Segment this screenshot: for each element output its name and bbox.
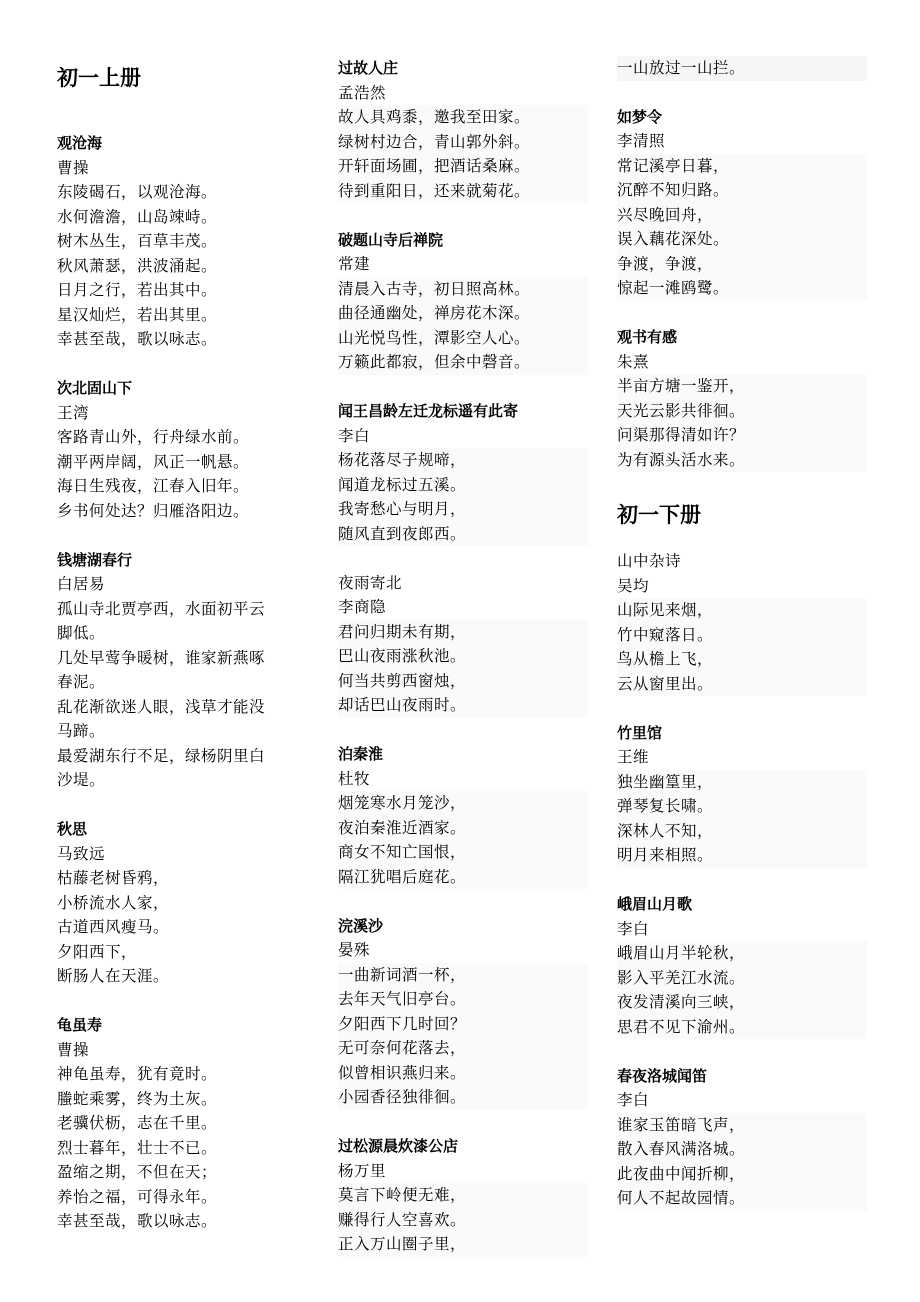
poem-line: 小园香径独徘徊。 <box>338 1085 588 1110</box>
poem-author: 常建 <box>338 255 371 273</box>
poem-line: 无可奈何花落去， <box>338 1036 588 1061</box>
poem-author: 吴均 <box>617 576 650 595</box>
poem-line: 此夜曲中闻折柳， <box>617 1162 867 1187</box>
poem-author: 李白 <box>617 1091 650 1109</box>
poem-line: 惊起一滩鸥鹭。 <box>617 276 867 301</box>
poem-line: 小桥流水人家， <box>57 893 170 912</box>
poem-line: 竹中窥落日。 <box>617 623 867 648</box>
poem-line: 烟笼寒水月笼沙， <box>338 791 588 816</box>
poem-line: 清晨入古寺，初日照高林。 <box>338 277 588 302</box>
column-left <box>57 63 327 1234</box>
poem-title: 钱塘湖春行 <box>57 550 133 569</box>
poem-block <box>57 131 327 376</box>
poem-line: 几处早莺争暖树，谁家新燕啄 <box>57 648 266 667</box>
poem-author: 白居易 <box>57 575 106 593</box>
poem-author: 孟浩然 <box>338 83 387 102</box>
poem-line: 古道西风瘦马。 <box>57 918 170 936</box>
poem-line: 误入藕花深处。 <box>617 227 867 252</box>
poem-line: 明月来相照。 <box>617 843 867 868</box>
poem-line: 烈士暮年，壮士不已。 <box>57 1138 218 1157</box>
poem-title: 山中杂诗 <box>617 552 682 570</box>
poem-title: 秋思 <box>57 820 88 838</box>
poem-line: 沉醉不知归路。 <box>617 178 867 203</box>
poem-line: 问渠那得清如许？ <box>617 423 867 448</box>
poem-list <box>617 105 867 495</box>
poem-block <box>617 105 867 326</box>
poem-line: 随风直到夜郎西。 <box>338 522 588 547</box>
poem-line: 谁家玉笛暗飞声， <box>617 1113 867 1138</box>
poem-line: 一曲新词酒一杯， <box>338 963 588 988</box>
poem-title: 峨眉山月歌 <box>617 895 693 913</box>
poem-line: 幸甚至哉，歌以咏志。 <box>57 1212 218 1230</box>
column-right <box>617 56 867 1211</box>
poem-author: 王湾 <box>57 403 90 422</box>
poem-title: 泊秦淮 <box>338 745 384 763</box>
section-heading: 初一下册 <box>617 503 701 527</box>
poem-title: 观书有感 <box>617 328 678 346</box>
poem-title: 浣溪沙 <box>338 916 384 935</box>
poem-author: 李白 <box>338 426 371 445</box>
poem-line: 赚得行人空喜欢。 <box>338 1208 588 1233</box>
poem-block <box>617 325 867 472</box>
poem-title: 龟虽寿 <box>57 1016 103 1034</box>
poem-line: 客路青山外，行舟绿水前。 <box>57 428 250 446</box>
poem-line: 盈缩之期，不但在天； <box>57 1163 218 1181</box>
poem-title: 过故人庄 <box>338 59 399 77</box>
poem-block <box>57 376 327 548</box>
poem-block <box>617 721 867 893</box>
poem-title: 次北固山下 <box>57 379 133 397</box>
poem-title: 春夜洛城闻笛 <box>617 1066 708 1085</box>
poem-author: 马致远 <box>57 844 106 863</box>
poem-line: 深林人不知， <box>617 819 867 844</box>
poem-line: 弹琴复长啸。 <box>617 794 867 819</box>
poem-line: 断肠人在天涯。 <box>57 967 170 985</box>
column-middle <box>338 56 588 1257</box>
poem-line: 螣蛇乘雾，终为土灰。 <box>57 1089 218 1108</box>
poem-line: 曲径通幽处，禅房花木深。 <box>338 301 588 326</box>
poem-line: 思君不见下渝州。 <box>617 1015 867 1040</box>
poem-block <box>338 228 588 400</box>
poem-line: 何人不起故园情。 <box>617 1186 867 1211</box>
poem-author: 曹操 <box>57 158 90 177</box>
poem-block <box>338 56 588 228</box>
poem-line: 为有源头活水来。 <box>617 448 867 473</box>
poem-line: 老骥伏枥，志在千里。 <box>57 1114 218 1132</box>
poem-line: 神龟虽寿，犹有竟时。 <box>57 1065 218 1083</box>
poem-line: 东陵碣石，以观沧海。 <box>57 183 218 201</box>
poem-author: 朱熹 <box>617 352 650 371</box>
poem-block <box>338 914 588 1135</box>
poem-line: 争渡，争渡， <box>617 252 867 277</box>
poem-line: 似曾相识燕归来。 <box>338 1061 588 1086</box>
poem-line: 开轩面场圃，把酒话桑麻。 <box>338 154 588 179</box>
poem-line: 沙堤。 <box>57 771 106 789</box>
poem-title: 观沧海 <box>57 134 103 152</box>
poem-line: 夕阳西下， <box>57 942 138 961</box>
poem-line: 故人具鸡黍，邀我至田家。 <box>338 105 588 130</box>
poem-author: 杨万里 <box>338 1161 387 1180</box>
poem-author: 晏殊 <box>338 941 371 959</box>
poem-block <box>617 1064 867 1211</box>
poem-line: 商女不知亡国恨， <box>338 840 588 865</box>
poem-line: 最爱湖东行不足，绿杨阴里白 <box>57 746 266 765</box>
poem-line: 乡书何处达？归雁洛阳边。 <box>57 501 250 520</box>
poem-line: 君问归期未有期， <box>338 620 588 645</box>
poem-line: 幸甚至哉，歌以咏志。 <box>57 330 218 348</box>
poem-line: 莫言下岭便无难， <box>338 1183 588 1208</box>
poem-line: 兴尽晚回舟， <box>617 203 867 228</box>
poem-block <box>338 399 588 571</box>
poem-author: 杜牧 <box>338 769 371 788</box>
poem-line: 闻道龙标过五溪。 <box>338 473 588 498</box>
poem-line: 山际见来烟， <box>617 598 867 623</box>
poem-author: 李白 <box>617 919 650 938</box>
poem-list <box>57 131 327 1234</box>
poem-block <box>57 548 327 818</box>
poem-line: 秋风萧瑟，洪波涌起。 <box>57 256 218 275</box>
poem-block <box>57 817 327 1013</box>
poem-line: 一山放过一山拦。 <box>617 56 867 81</box>
poem-author: 李清照 <box>617 132 666 150</box>
poem-line: 潮平两岸阔，风正一帆悬。 <box>57 452 250 471</box>
poem-line: 隔江犹唱后庭花。 <box>338 865 588 890</box>
poem-title: 如梦令 <box>617 107 663 126</box>
poem-line: 星汉灿烂，若出其里。 <box>57 305 218 324</box>
poem-line: 去年天气旧亭台。 <box>338 987 588 1012</box>
poem-line: 绿树村边合，青山郭外斜。 <box>338 130 588 155</box>
poem-line: 待到重阳日，还来就菊花。 <box>338 179 588 204</box>
poem-line: 何当共剪西窗烛， <box>338 669 588 694</box>
poem-line: 夜发清溪向三峡， <box>617 990 867 1015</box>
poem-line: 却话巴山夜雨时。 <box>338 693 588 718</box>
poem-block <box>617 892 867 1064</box>
poem-line: 树木丛生，百草丰茂。 <box>57 232 218 250</box>
poem-line: 乱花渐欲迷人眼，浅草才能没 <box>57 697 266 716</box>
poem-block <box>338 571 588 743</box>
poem-line: 云从窗里出。 <box>617 672 867 697</box>
poem-block <box>338 1134 588 1257</box>
poem-line: 半亩方塘一鉴开， <box>617 374 867 399</box>
poem-line: 养怡之福，可得永年。 <box>57 1187 218 1206</box>
poem-line: 我寄愁心与明月， <box>338 497 588 522</box>
poem-author: 李商隐 <box>338 598 387 616</box>
poem-title: 夜雨寄北 <box>338 573 403 592</box>
poem-title: 过松源晨炊漆公店 <box>338 1137 459 1155</box>
poem-line: 脚低。 <box>57 624 106 642</box>
poem-line: 水何澹澹，山岛竦峙。 <box>57 207 218 226</box>
poem-line: 鸟从檐上飞， <box>617 647 867 672</box>
poem-title: 竹里馆 <box>617 723 663 742</box>
poem-line: 散入春风满洛城。 <box>617 1137 867 1162</box>
poem-line: 正入万山圈子里， <box>338 1232 588 1257</box>
poem-line: 夕阳西下几时回？ <box>338 1012 588 1037</box>
poem-line: 峨眉山月半轮秋， <box>617 941 867 966</box>
poem-line: 马蹄。 <box>57 722 106 740</box>
poem-line: 巴山夜雨涨秋池。 <box>338 644 588 669</box>
poem-title: 闻王昌龄左迁龙标遥有此寄 <box>338 402 519 420</box>
poem-author: 曹操 <box>57 1040 90 1059</box>
poem-block <box>57 1013 327 1234</box>
section-heading: 初一上册 <box>57 66 141 90</box>
poem-line: 孤山寺北贾亭西，水面初平云 <box>57 599 266 618</box>
poem-line: 日月之行，若出其中。 <box>57 281 218 299</box>
poem-line: 山光悦鸟性，潭影空人心。 <box>338 326 588 351</box>
poem-author: 王维 <box>617 748 650 766</box>
poem-block <box>617 549 867 721</box>
poem-line: 影入平羌江水流。 <box>617 966 867 991</box>
poem-list <box>617 549 867 1211</box>
poem-line: 春泥。 <box>57 673 106 691</box>
poem-list <box>338 56 588 1257</box>
poem-line: 天光云影共徘徊。 <box>617 399 867 424</box>
poem-line: 枯藤老树昏鸦， <box>57 869 170 887</box>
poem-line: 常记溪亭日暮， <box>617 154 867 179</box>
poem-line: 杨花落尽子规啼， <box>338 448 588 473</box>
poem-line: 独坐幽篁里， <box>617 770 867 795</box>
poem-block <box>338 742 588 914</box>
poem-line: 夜泊秦淮近酒家。 <box>338 816 588 841</box>
poem-line: 万籁此都寂，但余中磬音。 <box>338 350 588 375</box>
poem-line: 海日生残夜，江春入旧年。 <box>57 477 250 495</box>
poem-title: 破题山寺后禅院 <box>338 230 444 249</box>
